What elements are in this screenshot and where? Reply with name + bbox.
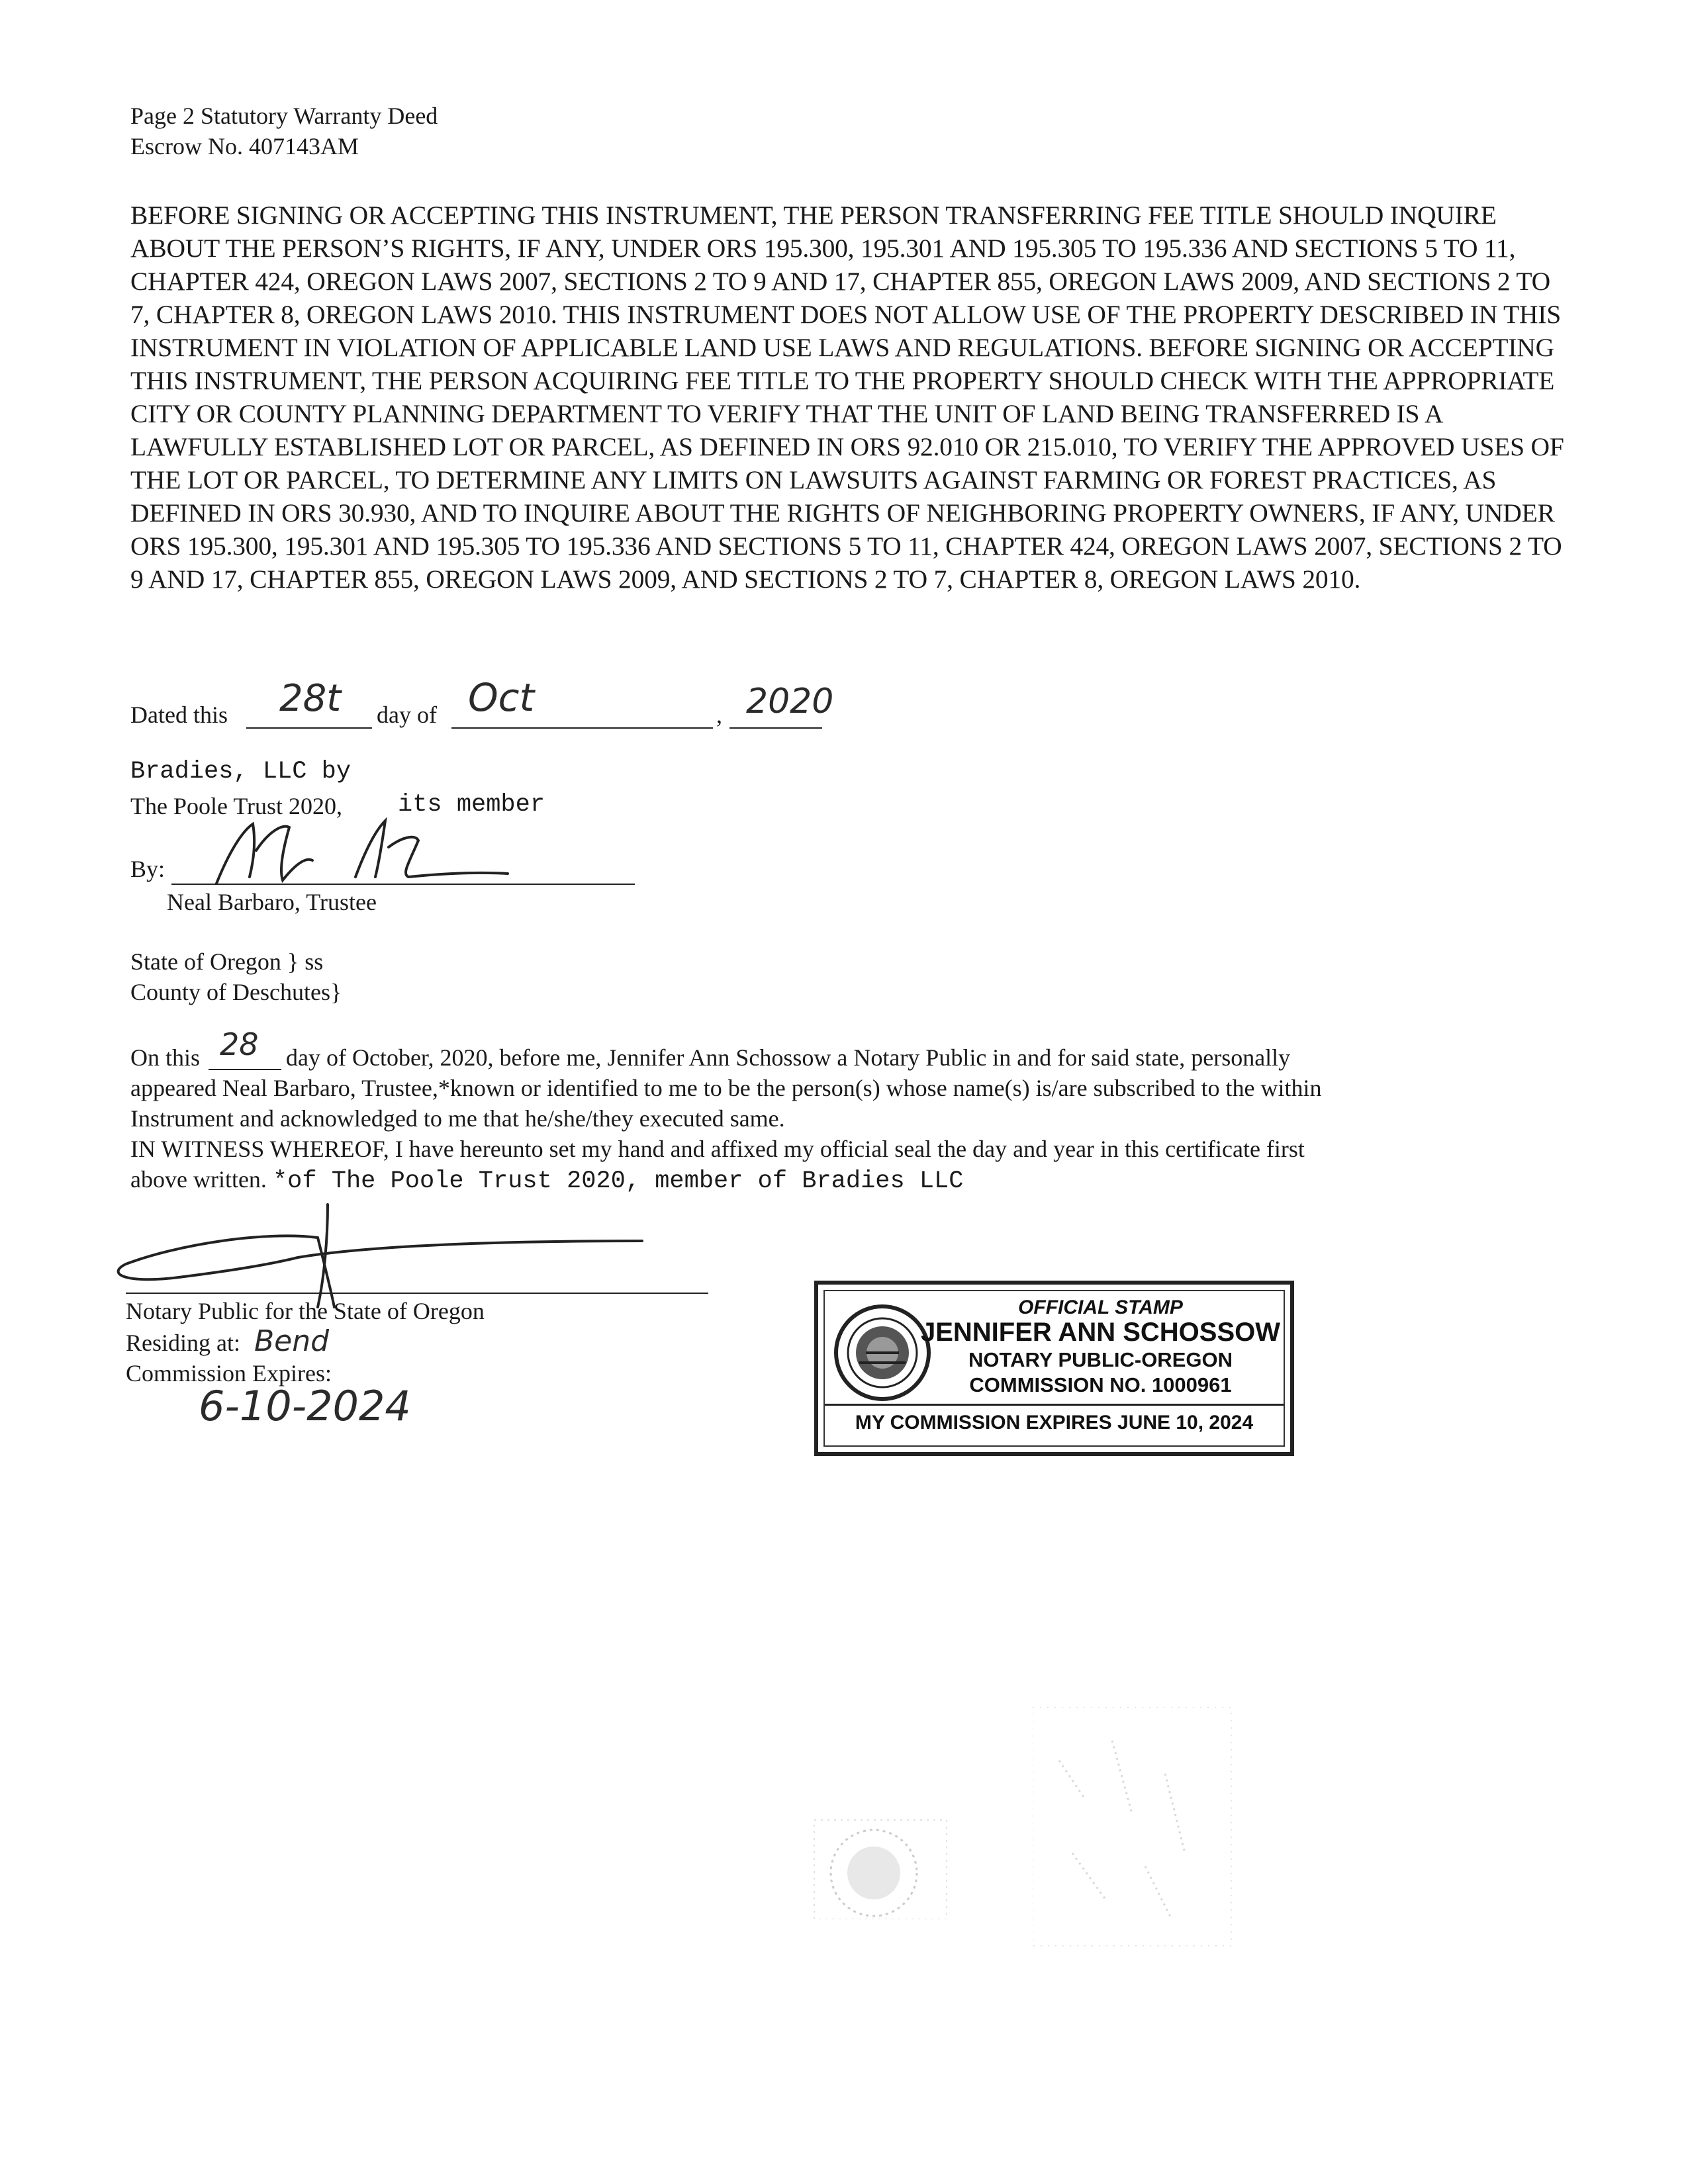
grantor-trust-line: The Poole Trust 2020, — [130, 793, 343, 819]
dated-middle: day of — [377, 702, 437, 728]
ack-line4: IN WITNESS WHEREOF, I have hereunto set my hand and affixed my official seal the day and year in this certificate first — [130, 1136, 1305, 1162]
grantor-block — [130, 758, 726, 930]
page-line: Page 2 Statutory Warranty Deed — [130, 103, 438, 129]
notary-residing-label: Residing at: — [126, 1330, 240, 1356]
venue-state: State of Oregon } ss — [130, 948, 324, 975]
notary-commission-label: Commission Expires: — [126, 1360, 332, 1387]
ack-line5-print: above written. — [130, 1166, 267, 1193]
ack-on-this: On this — [130, 1044, 201, 1071]
acknowledgment-block — [130, 1026, 1587, 1197]
escrow-number: Escrow No. 407143AM — [130, 133, 359, 159]
dated-comma: , — [716, 702, 722, 728]
notary-residing-handwritten: Bend — [254, 1324, 330, 1358]
dated-year-underline — [729, 727, 822, 729]
grantor-typed-line1: Bradies, LLC by — [130, 758, 352, 786]
dated-day-handwritten: 28t — [279, 677, 342, 720]
ack-day-handwritten: 28 — [220, 1026, 259, 1062]
dated-prefix: Dated this — [130, 702, 228, 728]
dated-month-underline — [451, 727, 713, 729]
statutory-notice: BEFORE SIGNING OR ACCEPTING THIS INSTRUMENT, THE PERSON TRANSFERRING FEE TITLE SHOULD INQUIRE ABOUT THE PERSON’S RIGHTS, IF ANY, UNDER ORS 195.300, 195.301 AND 195.305 TO 195.336 AND SECTIONS 5 TO 11, CHAPTER 424, OREGON LAWS 2007, SECTIONS 2 TO 9 AND 17, CHAPTER 855, OREGON LAWS 2009, AND SECTIONS 2 TO 7, CHAPTER 8, OREGON LAWS 2010. THIS INSTRUMENT DOES NOT ALLOW USE OF THE PROPERTY DESCRIBED IN THIS INSTRUMENT IN VIOLATION OF APPLICABLE LAND USE LAWS AND REGULATIONS. BEFORE SIGNING OR ACCEPTING THIS INSTRUMENT, THE PERSON ACQUIRING FEE TITLE TO THE PROPERTY SHOULD CHECK WITH THE APPROPRIATE CITY OR COUNTY PLANNING DEPARTMENT TO VERIFY THAT THE UNIT OF LAND BEING TRANSFERRED IS A LAWFULLY ESTABLISHED LOT OR PARCEL, AS DEFINED IN ORS 92.010 OR 215.010, TO VERIFY THE APPROVED USES OF THE LOT OR PARCEL, TO DETERMINE ANY LIMITS ON LAWSUITS AGAINST FARMING OR FOREST PRACTICES, AS DEFINED IN ORS 30.930, AND TO INQUIRE ABOUT THE RIGHTS OF NEIGHBORING PROPERTY OWNERS, IF ANY, UNDER ORS 195.300, 195.301 AND 195.305 TO 195.336 AND SECTIONS 5 TO 11, CHAPTER 424, OREGON LAWS 2007, SECTIONS 2 TO 9 AND 17, CHAPTER 855, OREGON LAWS 2009, AND SECTIONS 2 TO 7, CHAPTER 8, OREGON LAWS 2010. — [130, 201, 1564, 594]
grantor-signer-name: Neal Barbaro, Trustee — [167, 889, 377, 915]
stamp-line4: COMMISSION NO. 1000961 — [969, 1373, 1232, 1396]
stamp-line3: NOTARY PUBLIC-OREGON — [968, 1348, 1233, 1371]
stamp-line5: MY COMMISSION EXPIRES JUNE 10, 2024 — [855, 1412, 1254, 1433]
document-header — [130, 101, 438, 161]
notary-signature-line — [126, 1293, 708, 1294]
by-label: By: — [130, 856, 165, 882]
faint-seal-impression — [808, 1641, 966, 1919]
venue-county: County of Deschutes} — [130, 979, 342, 1005]
venue-block — [130, 946, 342, 1007]
dated-year-handwritten: 2020 — [746, 682, 834, 721]
stamp-divider — [825, 1404, 1284, 1406]
notary-title: Notary Public for the State of Oregon — [126, 1298, 485, 1324]
ack-line5-typed: *of The Poole Trust 2020, member of Bradies LLC — [272, 1167, 964, 1195]
grantor-signature-line — [171, 884, 635, 885]
ack-line1-rest: day of October, 2020, before me, Jennifer Ann Schossow a Notary Public in and for said state, personally — [286, 1044, 1291, 1071]
grantor-signature — [190, 811, 574, 890]
ack-day-underline — [209, 1069, 281, 1070]
notary-commission-handwritten: 6-10-2024 — [199, 1382, 411, 1430]
dated-month-handwritten: Oct — [468, 675, 535, 720]
notary-block — [126, 1296, 722, 1430]
faint-stamp-impression — [1033, 1681, 1244, 1959]
ack-line3: Instrument and acknowledged to me that he/she/they executed same. — [130, 1105, 785, 1132]
dated-line — [130, 675, 991, 738]
stamp-line2: JENNIFER ANN SCHOSSOW — [920, 1318, 1280, 1347]
stamp-line1: OFFICIAL STAMP — [1018, 1297, 1183, 1318]
ack-line2: appeared Neal Barbaro, Trustee,*known or identified to me to be the person(s) whose name(s) is/are subscribed to the within — [130, 1075, 1322, 1101]
grantor-typed-member: its member — [398, 791, 545, 819]
official-notary-stamp — [814, 1281, 1294, 1456]
dated-day-underline — [246, 727, 372, 729]
